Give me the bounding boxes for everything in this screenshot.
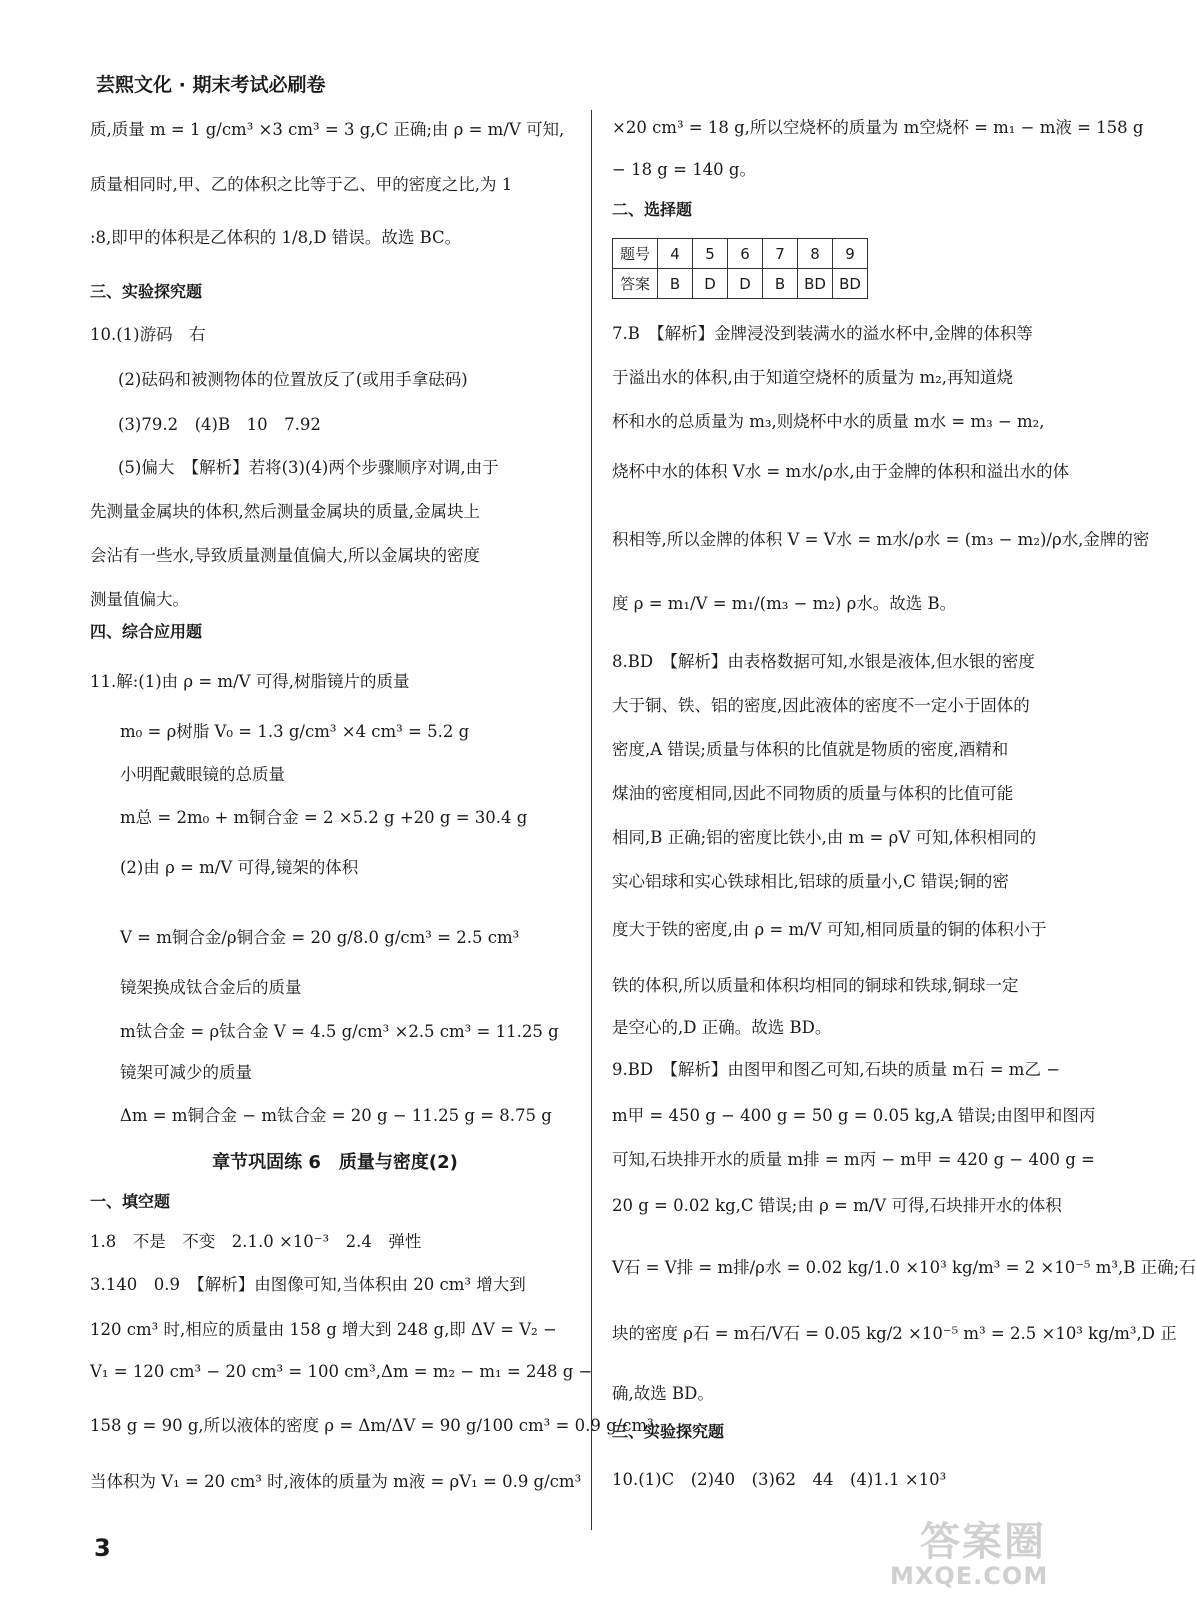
text-line: 质量相同时,甲、乙的体积之比等于乙、甲的密度之比,为 1 [90, 175, 513, 194]
formula-line: 20 g = 0.02 kg,C 错误;由 ρ = m/V 可得,石块排开水的体积 [612, 1196, 1062, 1215]
table-cell: 答案 [613, 269, 658, 299]
formula-line: 积相等,所以金牌的体积 V = V水 = m水/ρ水 = (m₃ − m₂)/ρ水,金牌的密 [612, 530, 1150, 549]
table-cell: 6 [728, 239, 763, 269]
page-header: 芸熙文化 · 期末考试必刷卷 [96, 74, 326, 96]
table-cell: B [658, 269, 693, 299]
answer-line: 3.140 0.9 【解析】由图像可知,当体积由 20 cm³ 增大到 [90, 1275, 526, 1294]
table-cell: BD [798, 269, 833, 299]
watermark-logo: 答案圈 [920, 1519, 1046, 1565]
table-cell: BD [833, 269, 868, 299]
text-line: m甲 = 450 g − 400 g = 50 g = 0.05 kg,A 错误;由图甲和图丙 [612, 1106, 1096, 1125]
section-heading: 二、选择题 [612, 200, 693, 219]
table-cell: 题号 [613, 239, 658, 269]
formula-line: m总 = 2m₀ + m铜合金 = 2 ×5.2 g +20 g = 30.4 g [120, 808, 528, 827]
answer-line: 10.(1)C (2)40 (3)62 44 (4)1.1 ×10³ [612, 1470, 947, 1489]
answer-line: 9.BD 【解析】由图甲和图乙可知,石块的质量 m石 = m乙 − [612, 1060, 1061, 1079]
table-cell: D [728, 269, 763, 299]
table-cell: 5 [693, 239, 728, 269]
formula-line: 度大于铁的密度,由 ρ = m/V 可知,相同质量的铜的体积小于 [612, 920, 1047, 939]
text-line: 大于铜、铁、铝的密度,因此液体的密度不一定小于固体的 [612, 696, 1030, 715]
answer-line: 8.BD 【解析】由表格数据可知,水银是液体,但水银的密度 [612, 652, 1035, 671]
text-line: 可知,石块排开水的质量 m排 = m丙 − m甲 = 420 g − 400 g = [612, 1150, 1095, 1169]
text-line: 确,故选 BD。 [612, 1384, 714, 1403]
table-row [613, 239, 868, 269]
text-line: ×20 cm³ = 18 g,所以空烧杯的质量为 m空烧杯 = m₁ − m液 = 158 g [612, 118, 1144, 137]
text-line: 铁的体积,所以质量和体积均相同的铜球和铁球,铜球一定 [612, 976, 1019, 995]
formula-line: V = m铜合金/ρ铜合金 = 20 g/8.0 g/cm³ = 2.5 cm³ [120, 928, 520, 947]
text-line: 会沾有一些水,导致质量测量值偏大,所以金属块的密度 [90, 546, 480, 565]
formula-line: V石 = V排 = m排/ρ水 = 0.02 kg/1.0 ×10³ kg/m³ = 2 ×10⁻⁵ m³,B 正确;石 [612, 1258, 1196, 1277]
text-line: 实心铝球和实心铁球相比,铝球的质量小,C 错误;铜的密 [612, 872, 1009, 891]
text-line: 于溢出水的体积,由于知道空烧杯的质量为 m₂,再知道烧 [612, 368, 1013, 387]
table-cell: 9 [833, 239, 868, 269]
answer-line: 1.8 不是 不变 2.1.0 ×10⁻³ 2.4 弹性 [90, 1232, 422, 1251]
text-line: 小明配戴眼镜的总质量 [120, 765, 285, 784]
text-line: 120 cm³ 时,相应的质量由 158 g 增大到 248 g,即 ΔV = V₂ − [90, 1320, 557, 1339]
text-line: 镜架换成钛合金后的质量 [120, 978, 302, 997]
answer-line: 10.(1)游码 右 [90, 325, 206, 344]
formula-line: m₀ = ρ树脂 V₀ = 1.3 g/cm³ ×4 cm³ = 5.2 g [120, 722, 470, 741]
table-cell: 7 [763, 239, 798, 269]
watermark-url: MXQE.COM [890, 1562, 1049, 1590]
text-line: 质,质量 m = 1 g/cm³ ×3 cm³ = 3 g,C 正确;由 ρ = m/V 可知, [90, 120, 565, 139]
answer-line: 11.解:(1)由 ρ = m/V 可得,树脂镜片的质量 [90, 672, 410, 691]
formula-line: 块的密度 ρ石 = m石/V石 = 0.05 kg/2 ×10⁻⁵ m³ = 2.5 ×10³ kg/m³,D 正 [612, 1324, 1177, 1343]
formula-line: 烧杯中水的体积 V水 = m水/ρ水,由于金牌的体积和溢出水的体 [612, 462, 1070, 481]
table-cell: B [763, 269, 798, 299]
text-line: 相同,B 正确;铝的密度比铁小,由 m = ρV 可知,体积相同的 [612, 828, 1037, 847]
answer-line: (2)由 ρ = m/V 可得,镜架的体积 [120, 858, 359, 877]
formula-line: Δm = m铜合金 − m钛合金 = 20 g − 11.25 g = 8.75 g [120, 1106, 552, 1125]
answer-line: (5)偏大 【解析】若将(3)(4)两个步骤顺序对调,由于 [118, 458, 499, 477]
column-divider [591, 110, 592, 1530]
table-cell: D [693, 269, 728, 299]
formula-line: 度 ρ = m₁/V = m₁/(m₃ − m₂) ρ水。故选 B。 [612, 594, 957, 613]
text-line: 杯和水的总质量为 m₃,则烧杯中水的质量 m水 = m₃ − m₂, [612, 412, 1045, 431]
section-heading: 三、实验探究题 [612, 1422, 725, 1441]
text-line: 当体积为 V₁ = 20 cm³ 时,液体的质量为 m液 = ρV₁ = 0.9 g/cm³ [90, 1472, 582, 1491]
text-line: :8,即甲的体积是乙体积的 1/8,D 错误。故选 BC。 [90, 228, 462, 247]
section-heading: 四、综合应用题 [90, 622, 203, 641]
text-line: 测量值偏大。 [90, 590, 189, 609]
text-line: 镜架可减少的质量 [120, 1063, 252, 1082]
text-line: V₁ = 120 cm³ − 20 cm³ = 100 cm³,Δm = m₂ − m₁ = 248 g − [90, 1362, 593, 1381]
table-cell: 4 [658, 239, 693, 269]
page-number: 3 [94, 1534, 111, 1562]
watermark [890, 1510, 1090, 1590]
section-heading: 三、实验探究题 [90, 282, 203, 301]
answer-line: 7.B 【解析】金牌浸没到装满水的溢水杯中,金牌的体积等 [612, 324, 1033, 343]
table-row [613, 269, 868, 299]
text-line: − 18 g = 140 g。 [612, 160, 756, 179]
section-heading: 一、填空题 [90, 1192, 171, 1211]
text-line: 是空心的,D 正确。故选 BD。 [612, 1018, 832, 1037]
text-line: 煤油的密度相同,因此不同物质的质量与体积的比值可能 [612, 784, 1014, 803]
formula-line: m钛合金 = ρ钛合金 V = 4.5 g/cm³ ×2.5 cm³ = 11.25 g [120, 1022, 559, 1041]
text-line: 先测量金属块的体积,然后测量金属块的质量,金属块上 [90, 502, 480, 521]
chapter-title: 章节巩固练 6 质量与密度(2) [212, 1152, 458, 1173]
answer-line: (2)砝码和被测物体的位置放反了(或用手拿砝码) [118, 370, 468, 389]
table-cell: 8 [798, 239, 833, 269]
answer-table [612, 238, 868, 299]
formula-line: 158 g = 90 g,所以液体的密度 ρ = Δm/ΔV = 90 g/100 cm³ = 0.9 g/cm³; [90, 1416, 660, 1435]
text-line: 密度,A 错误;质量与体积的比值就是物质的密度,酒精和 [612, 740, 1009, 759]
answer-line: (3)79.2 (4)B 10 7.92 [118, 415, 321, 434]
